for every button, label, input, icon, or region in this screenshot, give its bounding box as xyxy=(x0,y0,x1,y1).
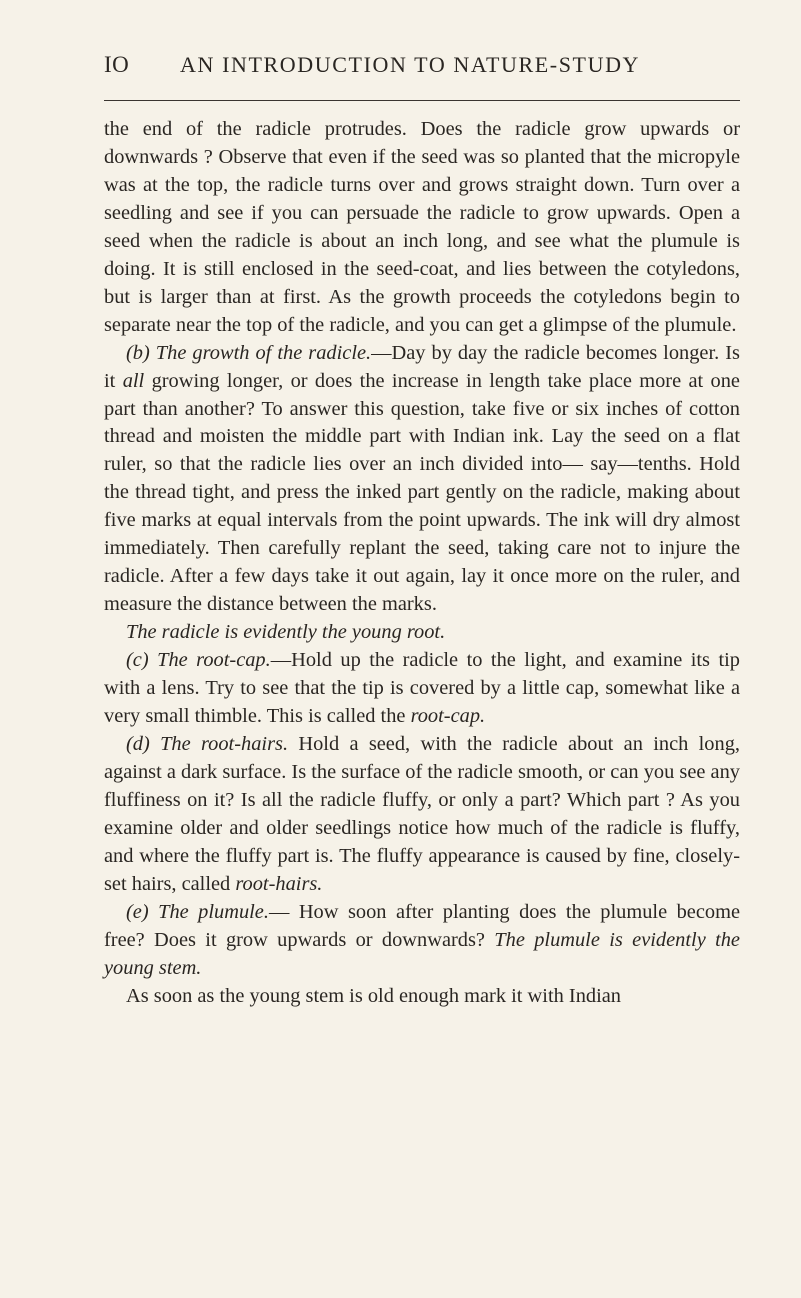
paragraph-root-hairs xyxy=(104,731,740,899)
paragraph-plumule xyxy=(104,899,740,983)
paragraph-radicle-direction xyxy=(104,116,740,340)
body-text xyxy=(104,116,740,1011)
paragraph-root-cap xyxy=(104,647,740,731)
term-root-hairs: root-hairs. xyxy=(235,872,323,895)
running-title: AN INTRODUCTION TO NATURE-STUDY xyxy=(180,52,641,77)
paragraph-text: As soon as the young stem is old enough mark it with Indian xyxy=(126,984,621,1007)
header-rule xyxy=(104,100,740,101)
paragraph-growth-of-radicle xyxy=(104,340,740,620)
section-label-b: (b) The growth of the radicle. xyxy=(126,341,372,364)
emphasis-all: all xyxy=(122,369,145,392)
page-number: IO xyxy=(104,52,130,77)
paragraph-text: —Hold up the radicle to the light, and examine its tip with a lens. Try to see that the tip is covered by a little cap, somewhat like a very small thimble. This is called the xyxy=(104,649,740,728)
term-root-cap: root-cap. xyxy=(410,705,486,728)
paragraph-text: the end of the radicle protrudes. Does the radicle grow upwards or downwards ? Observe that even if the seed was so planted that the micropyle was at the top, the radicle turns over and grows straight down. Turn over a seedling and see if you can persuade the radicle to grow upwards. Open a seed when the radicle is about an inch long, and see what the plumule is doing. It is still enclosed in the seed-coat, and lies between the cotyledons, but is larger than at first. As the growth proceeds the cotyledons begin to separate near the top of the radicle, and you can get a glimpse of the plumule. xyxy=(104,118,740,336)
paragraph-text: growing longer, or does the increase in length take place more at one part than another? To answer this question, take five or six inches of cotton thread and moisten the middle part with Indian ink. Lay the seed on a flat ruler, so that the radicle lies over an inch divided into— say—tenths. Hold the thread tight, and press the inked part gently on the radicle, making about five marks at equal intervals from the point upwards. The ink will dry almost immediately. Then carefully replant the seed, taking care not to injure the radicle. After a few days take it out again, lay it once more on the ruler, and measure the distance between the marks. xyxy=(104,369,740,616)
running-head xyxy=(104,38,740,78)
paragraph-text: — How soon after planting does the plumule become free? Does it grow upwards or downwards? xyxy=(104,900,741,951)
section-label-c: (c) The root-cap. xyxy=(126,649,271,672)
conclusion-young-root xyxy=(104,619,740,647)
section-label-d: (d) The root-hairs. xyxy=(126,732,289,755)
section-label-e: (e) The plumule. xyxy=(126,900,269,923)
paragraph-text: Hold a seed, with the radicle about an inch long, against a dark surface. Is the surface of the radicle smooth, or can you see any fluffiness on it? Is all the radicle fluffy, or only a part? Which part ? As you examine older and older seedlings notice how much of the radicle is fluffy, and where the fluffy part is. The fluffy appearance is caused by fine, closely-set hairs, called xyxy=(104,732,740,895)
conclusion-text: The radicle is evidently the young root. xyxy=(126,621,446,644)
conclusion-young-stem: The plumule is evidently the young stem. xyxy=(104,928,740,979)
paragraph-text: —Day by day the radicle becomes longer. Is it xyxy=(104,341,740,392)
paragraph-mark-stem xyxy=(104,983,740,1011)
